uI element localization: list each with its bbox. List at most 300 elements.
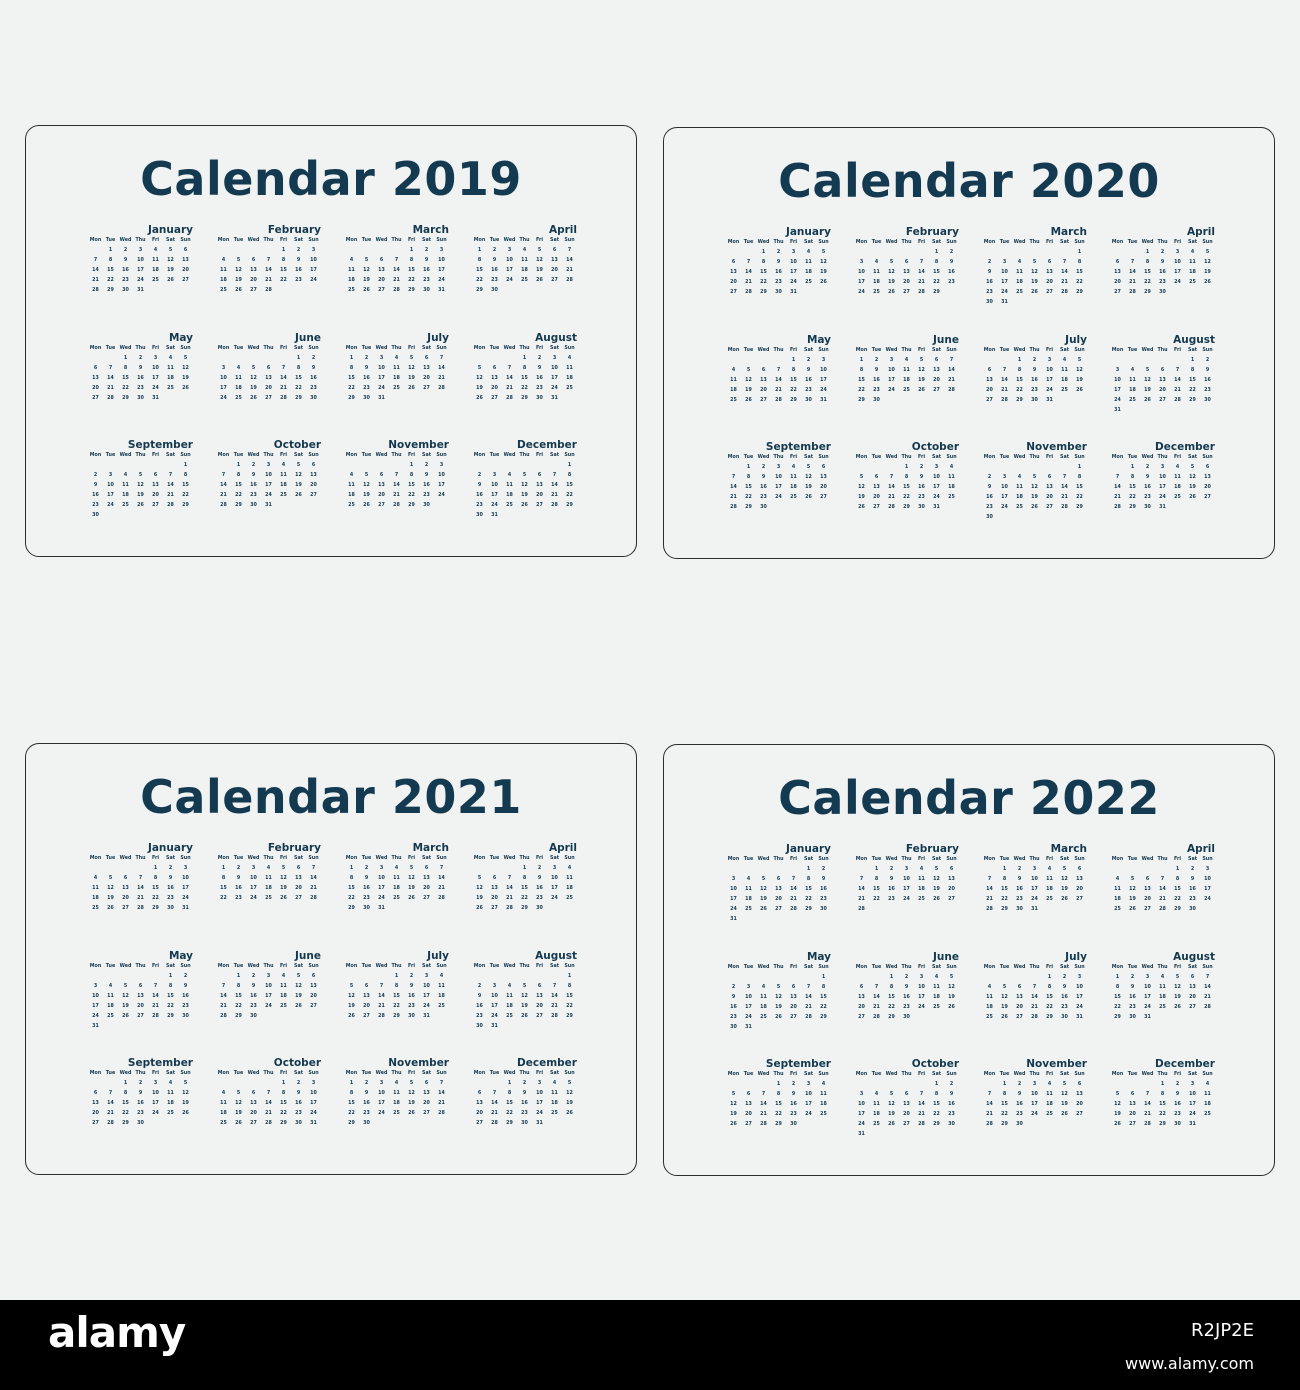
day-cell: 3 [1190,1082,1195,1087]
day-cell: 12 [730,1102,737,1107]
day-cell: 22 [348,386,355,391]
day-cell: 15 [235,483,242,488]
day-cell: 3 [919,975,924,980]
day-cell: 12 [348,994,355,999]
weekday-label: Wed [1141,1072,1154,1077]
month-name: March [412,842,449,854]
week-row [854,249,959,259]
day-cell: 17 [438,483,445,488]
day-cell: 23 [790,1112,797,1117]
day-cell: 9 [311,366,316,371]
day-cell: 12 [408,876,415,881]
day-cell: 2 [949,1082,954,1087]
month-name: January [147,842,193,854]
day-cell: 31 [1001,300,1008,305]
day-cell: 9 [537,876,542,881]
day-cell: 22 [1159,1112,1166,1117]
day-cell: 17 [858,1112,865,1117]
day-cell: 11 [760,995,767,1000]
month-december [472,439,577,519]
day-cell: 21 [918,280,925,285]
weekday-label: Sun [946,348,957,353]
day-cell: 8 [1115,985,1120,990]
day-cell: 17 [378,376,385,381]
day-cell: 29 [566,503,573,508]
day-cell: 4 [349,473,354,478]
day-cell: 16 [137,376,144,381]
weekday-label: Sat [1060,857,1069,862]
day-cell: 18 [805,270,812,275]
weekday-label: Tue [999,857,1010,862]
week-row [726,269,831,279]
weekday-label: Mon [89,238,102,243]
day-cell: 17 [310,268,317,273]
day-cell: 17 [92,1004,99,1009]
week-row [726,289,831,299]
day-cell: 13 [775,887,782,892]
weekday-label: Wed [247,238,260,243]
day-cell: 30 [408,1014,415,1019]
day-cell: 9 [821,877,826,882]
weekday-label: Tue [489,1071,500,1076]
day-cell: 6 [379,473,384,478]
weekday-label: Fri [1046,240,1053,245]
day-cell: 9 [1032,368,1037,373]
day-cell: 10 [152,366,159,371]
day-cell: 14 [1061,270,1068,275]
day-cell: 30 [730,1025,737,1030]
day-cell: 29 [903,505,910,510]
day-cell: 30 [1159,290,1166,295]
day-cell: 9 [1130,985,1135,990]
day-cell: 13 [760,378,767,383]
day-cell: 10 [1204,877,1211,882]
day-cell: 26 [408,386,415,391]
day-cell: 16 [363,376,370,381]
month-name: June [295,950,321,962]
day-cell: 26 [760,907,767,912]
month-march [982,843,1087,923]
day-cell: 13 [790,995,797,1000]
weekday-label: Tue [871,965,882,970]
day-cell: 25 [280,493,287,498]
day-cell: 26 [182,1111,189,1116]
day-cell: 9 [889,877,894,882]
week-row [216,895,321,905]
day-cell: 2 [251,974,256,979]
day-cell: 20 [250,278,257,283]
day-cell: 16 [92,493,99,498]
day-cell: 24 [182,896,189,901]
day-cell: 15 [476,268,483,273]
day-cell: 20 [858,1005,865,1010]
day-cell: 23 [1031,388,1038,393]
week-row [726,896,831,906]
month-november [982,1058,1087,1138]
day-cell: 22 [521,386,528,391]
week-row [216,355,321,365]
day-cell: 16 [408,994,415,999]
day-cell: 27 [1076,1112,1083,1117]
day-cell: 29 [348,1121,355,1126]
day-cell: 20 [730,280,737,285]
day-cell: 4 [93,876,98,881]
day-cell: 30 [310,396,317,401]
day-cell: 11 [220,268,227,273]
day-cell: 5 [1032,260,1037,265]
day-cell: 29 [1076,505,1083,510]
day-cell: 10 [92,994,99,999]
day-cell: 24 [438,493,445,498]
week-row [216,1080,321,1090]
day-cell: 4 [731,368,736,373]
day-cell: 18 [551,1101,558,1106]
day-cell: 10 [491,483,498,488]
week-row [854,906,959,916]
day-cell: 22 [566,493,573,498]
day-cell: 28 [506,396,513,401]
month-january [88,842,193,922]
day-cell: 24 [775,495,782,500]
day-cell: 10 [745,995,752,1000]
day-cell: 7 [221,984,226,989]
day-cell: 14 [506,376,513,381]
weekday-label: Wed [247,453,260,458]
week-row [472,1100,577,1110]
week-row [1110,464,1215,474]
week-row [344,365,449,375]
day-cell: 15 [521,886,528,891]
day-cell: 7 [1205,975,1210,980]
week-row [726,387,831,397]
day-cell: 21 [551,1004,558,1009]
day-cell: 3 [311,1081,316,1086]
weekday-header [472,452,577,462]
month-november [344,1057,449,1137]
month-june [854,951,959,1031]
day-cell: 19 [235,1111,242,1116]
day-cell: 30 [760,505,767,510]
day-cell: 10 [152,1091,159,1096]
week-row [216,365,321,375]
day-cell: 13 [423,1091,430,1096]
day-cell: 30 [92,513,99,518]
weekday-label: Thu [1029,240,1040,245]
weekday-label: Tue [743,348,754,353]
day-cell: 15 [1129,485,1136,490]
day-cell: 10 [730,887,737,892]
day-cell: 4 [221,1091,226,1096]
day-cell: 8 [123,1091,128,1096]
day-cell: 22 [933,1112,940,1117]
weekday-label: Tue [489,964,500,969]
day-cell: 28 [775,398,782,403]
day-cell: 20 [933,378,940,383]
day-cell: 15 [348,1101,355,1106]
month-name: January [147,224,193,236]
weekday-label: Tue [1127,965,1138,970]
day-cell: 25 [265,896,272,901]
day-cell: 2 [904,975,909,980]
day-cell: 4 [1017,475,1022,480]
weekday-label: Mon [983,857,996,862]
day-cell: 13 [152,483,159,488]
day-cell: 19 [408,376,415,381]
weekday-header [1110,1071,1215,1081]
day-cell: 20 [1204,485,1211,490]
day-cell: 24 [730,907,737,912]
day-cell: 5 [168,248,173,253]
day-cell: 11 [506,483,513,488]
day-cell: 7 [266,258,271,263]
day-cell: 23 [775,280,782,285]
week-row [472,277,577,287]
day-cell: 25 [1129,398,1136,403]
day-cell: 24 [805,1112,812,1117]
day-cell: 17 [1031,1102,1038,1107]
day-cell: 3 [221,366,226,371]
day-cell: 22 [790,388,797,393]
day-cell: 24 [1031,897,1038,902]
day-cell: 24 [423,1004,430,1009]
day-cell: 24 [1001,290,1008,295]
day-cell: 16 [1129,995,1136,1000]
day-cell: 5 [522,984,527,989]
week-row [1110,896,1215,906]
day-cell: 20 [423,376,430,381]
day-cell: 9 [1190,877,1195,882]
day-cell: 4 [1160,975,1165,980]
day-cell: 7 [552,473,557,478]
weekday-label: Tue [1127,857,1138,862]
day-cell: 24 [438,278,445,283]
day-cell: 4 [1115,877,1120,882]
day-cell: 27 [491,396,498,401]
weekday-label: Fri [408,453,415,458]
day-cell: 30 [250,503,257,508]
day-cell: 17 [1114,388,1121,393]
day-cell: 27 [423,386,430,391]
day-cell: 5 [889,260,894,265]
day-cell: 25 [1204,1112,1211,1117]
day-cell: 29 [235,1014,242,1019]
day-cell: 17 [250,886,257,891]
month-name: August [1173,334,1215,346]
weekday-label: Mon [89,964,102,969]
day-cell: 7 [567,248,572,253]
day-cell: 19 [1001,1005,1008,1010]
day-cell: 16 [820,887,827,892]
day-cell: 28 [167,503,174,508]
day-cell: 27 [873,505,880,510]
day-cell: 13 [551,258,558,263]
day-cell: 16 [423,483,430,488]
week-row [88,1013,193,1023]
weekday-label: Fri [790,455,797,460]
weekday-label: Fri [152,1071,159,1076]
day-cell: 22 [1174,897,1181,902]
day-cell: 18 [235,386,242,391]
week-row [1110,1004,1215,1014]
day-cell: 26 [167,278,174,283]
day-cell: 17 [918,995,925,1000]
day-cell: 5 [806,465,811,470]
day-cell: 30 [167,906,174,911]
weekday-label: Wed [375,964,388,969]
weekday-label: Thu [901,857,912,862]
day-cell: 7 [507,876,512,881]
weekday-label: Mon [217,453,230,458]
day-cell: 25 [92,906,99,911]
day-cell: 17 [551,376,558,381]
week-row [982,984,1087,994]
day-cell: 8 [1130,475,1135,480]
day-cell: 29 [393,1014,400,1019]
day-cell: 8 [934,1092,939,1097]
day-cell: 10 [438,473,445,478]
day-cell: 26 [918,388,925,393]
day-cell: 31 [438,288,445,293]
week-row [726,876,831,886]
day-cell: 20 [491,896,498,901]
week-row [982,259,1087,269]
weekday-label: Thu [1029,348,1040,353]
day-cell: 22 [152,896,159,901]
day-cell: 7 [874,985,879,990]
calendar-title: Calendar 2021 [140,770,522,824]
month-june [216,950,321,1030]
day-cell: 14 [790,887,797,892]
day-cell: 2 [183,974,188,979]
day-cell: 19 [1061,1102,1068,1107]
day-cell: 7 [761,1092,766,1097]
week-row [344,472,449,482]
calendar-title: Calendar 2019 [140,152,522,206]
weekday-label: Mon [345,453,358,458]
day-cell: 1 [153,866,158,871]
day-cell: 23 [92,503,99,508]
weekday-header [472,963,577,973]
day-cell: 19 [280,886,287,891]
day-cell: 2 [889,867,894,872]
day-cell: 21 [1114,495,1121,500]
day-cell: 22 [235,1004,242,1009]
month-name: July [1065,334,1087,346]
day-cell: 26 [137,503,144,508]
day-cell: 15 [1144,270,1151,275]
calendar-title: Calendar 2020 [778,154,1160,208]
day-cell: 12 [521,483,528,488]
day-cell: 18 [521,268,528,273]
weekday-label: Sat [932,965,941,970]
day-cell: 26 [250,396,257,401]
day-cell: 13 [182,258,189,263]
day-cell: 29 [1174,907,1181,912]
day-cell: 3 [1145,975,1150,980]
month-name: March [1050,226,1087,238]
weekday-label: Fri [280,856,287,861]
weekday-header [216,855,321,865]
month-october [854,1058,959,1138]
day-cell: 14 [873,995,880,1000]
weekday-label: Thu [901,1072,912,1077]
weekday-label: Sat [1188,240,1197,245]
day-cell: 24 [378,896,385,901]
month-name: March [412,224,449,236]
weekday-header [88,452,193,462]
day-cell: 5 [296,463,301,468]
weekday-label: Wed [119,238,132,243]
weekday-label: Fri [536,964,543,969]
day-cell: 26 [295,1004,302,1009]
day-cell: 15 [760,270,767,275]
weekday-label: Fri [918,240,925,245]
day-cell: 2 [1175,1082,1180,1087]
day-cell: 11 [1046,1092,1053,1097]
day-cell: 2 [949,250,954,255]
weekday-label: Sun [180,346,191,351]
week-row [854,259,959,269]
day-cell: 26 [348,1014,355,1019]
day-cell: 28 [152,1014,159,1019]
weekday-label: Fri [152,964,159,969]
day-cell: 21 [760,1112,767,1117]
day-cell: 24 [491,1014,498,1019]
day-cell: 14 [438,1091,445,1096]
day-cell: 24 [858,1122,865,1127]
week-row [854,504,959,514]
day-cell: 22 [167,1004,174,1009]
day-cell: 29 [745,505,752,510]
weekday-label: Sun [564,1071,575,1076]
week-row [1110,1101,1215,1111]
day-cell: 12 [521,994,528,999]
week-row [982,994,1087,1004]
weekday-label: Tue [871,1072,882,1077]
day-cell: 1 [409,463,414,468]
day-cell: 11 [92,886,99,891]
weekday-label: Wed [247,1071,260,1076]
day-cell: 12 [566,1091,573,1096]
weekday-label: Mon [855,965,868,970]
day-cell: 20 [1159,388,1166,393]
day-cell: 30 [423,503,430,508]
day-cell: 21 [107,1111,114,1116]
day-cell: 14 [92,268,99,273]
month-name: December [1155,1058,1215,1070]
week-row [726,357,831,367]
week-row [216,395,321,405]
day-cell: 22 [820,1005,827,1010]
day-cell: 27 [1144,907,1151,912]
weekday-label: Sat [422,238,431,243]
weekday-label: Fri [152,238,159,243]
weekday-label: Sat [550,1071,559,1076]
day-cell: 21 [438,1101,445,1106]
day-cell: 23 [903,1005,910,1010]
day-cell: 10 [378,1091,385,1096]
day-cell: 11 [1046,877,1053,882]
day-cell: 8 [183,473,188,478]
week-row [88,1080,193,1090]
day-cell: 15 [348,376,355,381]
day-cell: 21 [220,493,227,498]
weekday-label: Fri [280,346,287,351]
weekday-label: Sun [308,1071,319,1076]
day-cell: 20 [250,1111,257,1116]
day-cell: 8 [776,1092,781,1097]
day-cell: 21 [775,388,782,393]
